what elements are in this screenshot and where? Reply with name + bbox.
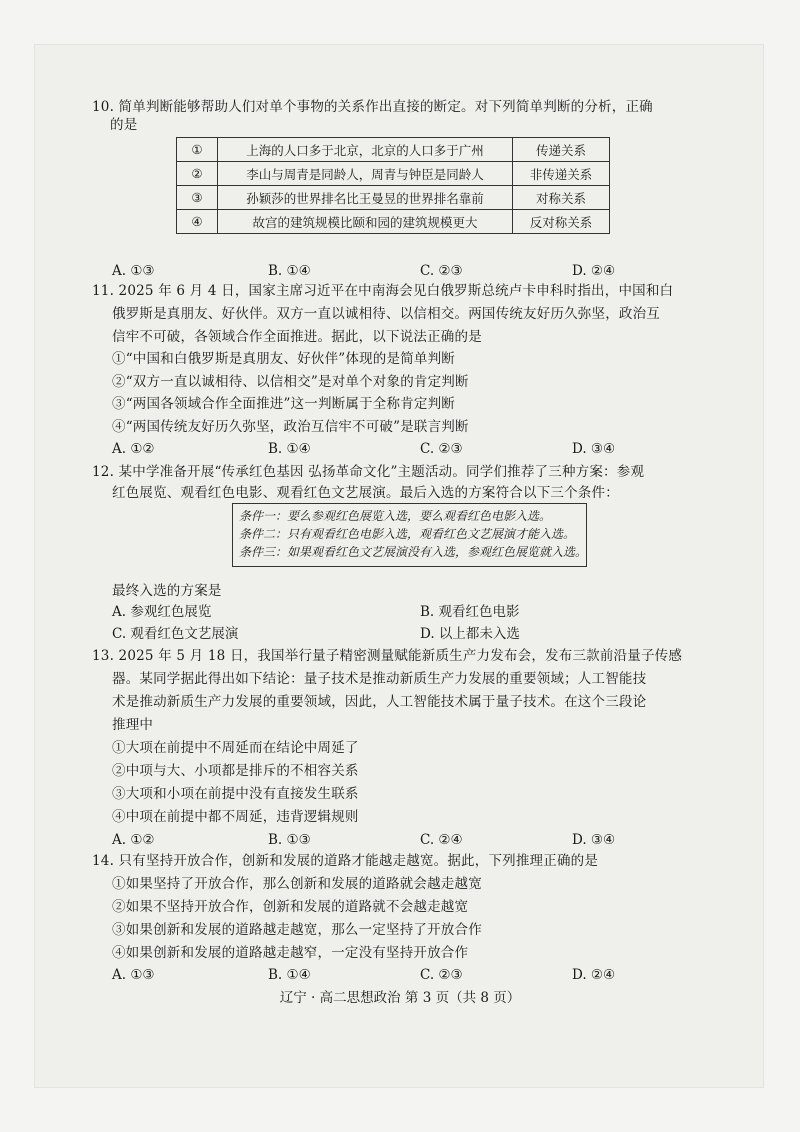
- row-number: ④: [177, 210, 218, 234]
- q11-item-2: ②“双方一直以诚相待、以信相交”是对单个对象的肯定判断: [112, 374, 469, 390]
- q14-item-2: ②如果不坚持开放合作，创新和发展的道路就不会越走越宽: [112, 899, 469, 915]
- row-relation: 对称关系: [513, 186, 610, 210]
- q13-item-2: ②中项与大、小项都是排斥的不相容关系: [112, 763, 359, 779]
- condition-3: 条件三：如果观看红色文艺展演没有入选，参观红色展览就入选。: [239, 545, 588, 559]
- row-number: ①: [177, 138, 218, 162]
- row-number: ②: [177, 162, 218, 186]
- q11-item-4: ④“两国传统友好历久弥坚，政治互信牢不可破”是联言判断: [112, 419, 469, 435]
- q13-option-b: B. ①③: [268, 832, 311, 848]
- q10-option-a: A. ①③: [112, 263, 155, 279]
- q11-option-a: A. ①②: [112, 441, 155, 457]
- q12-option-d: D. 以上都未入选: [420, 626, 520, 642]
- q13-line-3: 术是推动新质生产力发展的重要领域，因此，人工智能技术属于量子技术。在这个三段论: [112, 694, 647, 710]
- q11-item-3: ③“两国各领域合作全面推进”这一判断属于全称肯定判断: [112, 396, 456, 412]
- q10-stem-line-1: 10. 简单判断能够帮助人们对单个事物的关系作出直接的断定。对下列简单判断的分析，正确: [92, 99, 653, 115]
- q14-option-d: D. ②④: [572, 967, 616, 983]
- row-statement: 上海的人口多于北京，北京的人口多于广州: [218, 138, 513, 162]
- row-statement: 故宫的建筑规模比颐和园的建筑规模更大: [218, 210, 513, 234]
- q13-line-4: 推理中: [112, 717, 154, 733]
- q13-line-1: 13. 2025 年 5 月 18 日，我国举行量子精密测量赋能新质生产力发布会，发布三款前沿量子传感: [92, 648, 683, 664]
- q11-option-c: C. ②③: [420, 441, 463, 457]
- q11-line-3: 信牢不可破，各领域合作全面推进。据此，以下说法正确的是: [112, 329, 482, 345]
- row-statement: 孙颖莎的世界排名比王曼昱的世界排名靠前: [218, 186, 513, 210]
- q14-option-c: C. ②③: [420, 967, 463, 983]
- q10-option-b: B. ①④: [268, 263, 311, 279]
- q11-item-1: ①“中国和白俄罗斯是真朋友、好伙伴”体现的是简单判断: [112, 351, 456, 367]
- q14-option-a: A. ①③: [112, 967, 155, 983]
- q14-line-1: 14. 只有坚持开放合作，创新和发展的道路才能越走越宽。据此，下列推理正确的是: [92, 853, 599, 869]
- table-row: [177, 162, 610, 186]
- q12-option-b: B. 观看红色电影: [420, 604, 520, 620]
- q13-option-d: D. ③④: [572, 832, 616, 848]
- q10-stem-line-2: 的是: [110, 117, 138, 133]
- q13-item-3: ③大项和小项在前提中没有直接发生联系: [112, 786, 359, 802]
- q13-item-1: ①大项在前提中不周延而在结论中周延了: [112, 740, 359, 756]
- table-row: [177, 210, 610, 234]
- row-number: ③: [177, 186, 218, 210]
- q13-option-a: A. ①②: [112, 832, 155, 848]
- q13-line-2: 器。某同学据此得出如下结论：量子技术是推动新质生产力发展的重要领域；人工智能技: [112, 671, 647, 687]
- q13-item-4: ④中项在前提中都不周延，违背逻辑规则: [112, 809, 359, 825]
- condition-2: 条件二：只有观看红色电影入选，观看红色文艺展演才能入选。: [239, 527, 576, 541]
- row-statement: 李山与周青是同龄人，周青与钟臣是同龄人: [218, 162, 513, 186]
- q14-item-4: ④如果创新和发展的道路越走越窄，一定没有坚持开放合作: [112, 945, 469, 961]
- page-footer: 辽宁 · 高二思想政治 第 3 页（共 8 页）: [279, 990, 521, 1006]
- table-row: [177, 186, 610, 210]
- q14-item-3: ③如果创新和发展的道路越走越宽，那么一定坚持了开放合作: [112, 922, 482, 938]
- q12-line-2: 红色展览、观看红色电影、观看红色文艺展演。最后入选的方案符合以下三个条件：: [112, 485, 619, 501]
- q10-option-d: D. ②④: [572, 263, 616, 279]
- row-relation: 传递关系: [513, 138, 610, 162]
- q10-option-c: C. ②③: [420, 263, 463, 279]
- q11-option-d: D. ③④: [572, 441, 616, 457]
- condition-1: 条件一：要么参观红色展览入选，要么观看红色电影入选。: [239, 509, 552, 523]
- table-row: [177, 138, 610, 162]
- row-relation: 非传递关系: [513, 162, 610, 186]
- q12-option-a: A. 参观红色展览: [112, 604, 212, 620]
- q11-option-b: B. ①④: [268, 441, 311, 457]
- q12-conditions-box: [232, 503, 587, 567]
- q11-line-2: 俄罗斯是真朋友、好伙伴。双方一直以诚相待、以信相交。两国传统友好历久弥坚，政治互: [112, 306, 660, 322]
- row-relation: 反对称关系: [513, 210, 610, 234]
- q14-item-1: ①如果坚持了开放合作，那么创新和发展的道路就会越走越宽: [112, 876, 482, 892]
- q12-option-c: C. 观看红色文艺展演: [112, 626, 239, 642]
- q11-line-1: 11. 2025 年 6 月 4 日，国家主席习近平在中南海会见白俄罗斯总统卢卡申科时指出，中国和白: [92, 283, 674, 299]
- q13-option-c: C. ②④: [420, 832, 463, 848]
- q12-ask: 最终入选的方案是: [112, 583, 222, 599]
- q10-relation-table: [176, 137, 610, 234]
- q14-option-b: B. ①④: [268, 967, 311, 983]
- q12-line-1: 12. 某中学准备开展“传承红色基因 弘扬革命文化”主题活动。同学们推荐了三种方案：参观: [92, 464, 645, 480]
